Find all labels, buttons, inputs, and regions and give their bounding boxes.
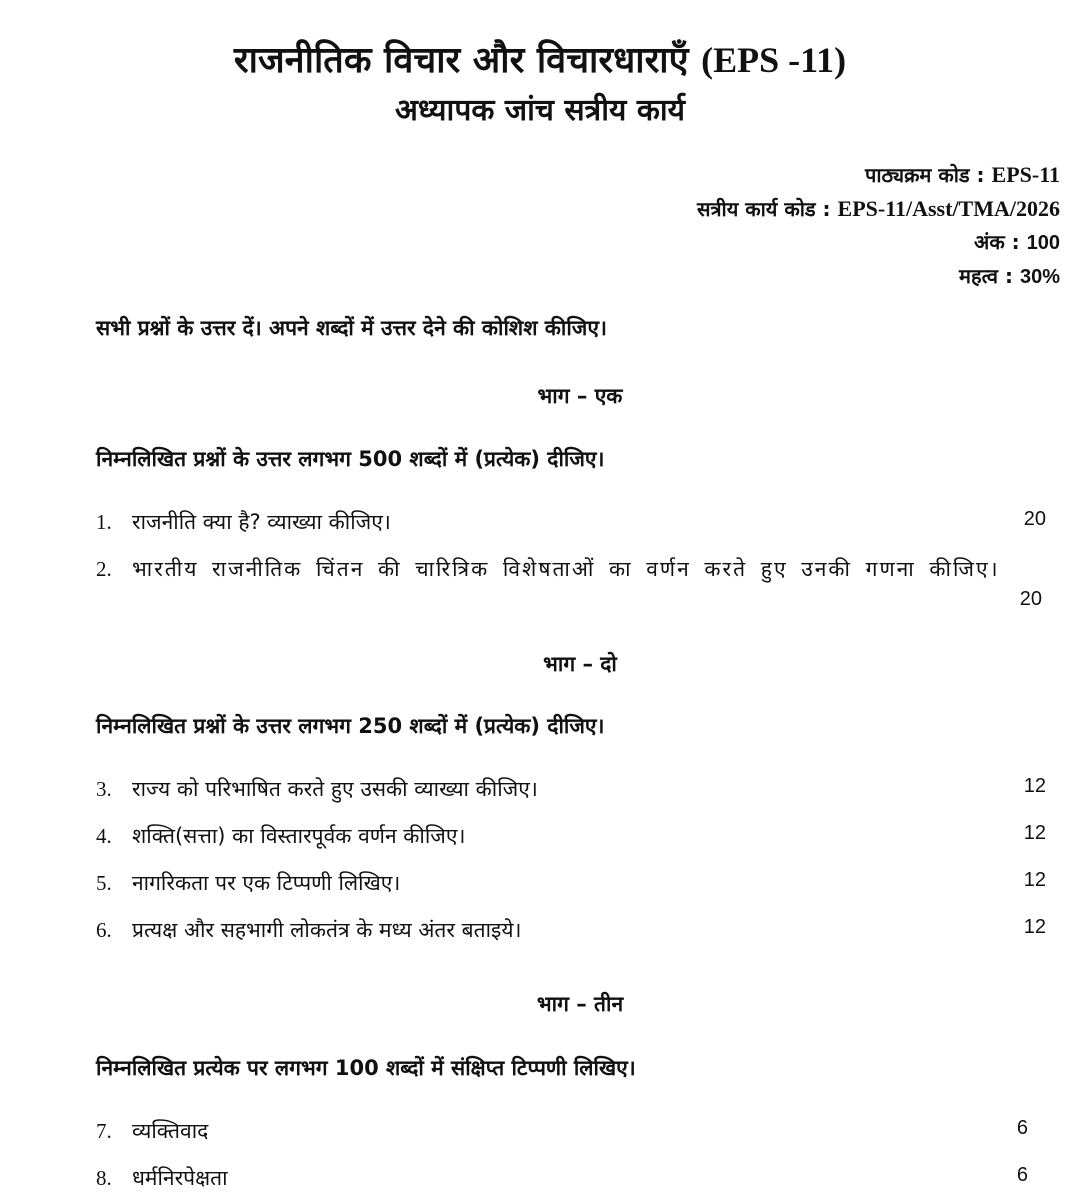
assignment-meta xyxy=(697,158,1060,294)
question-item xyxy=(96,775,1046,803)
question-marks: 12 xyxy=(1023,916,1046,938)
weightage-row xyxy=(697,260,1060,294)
question-number: 8. xyxy=(96,1166,112,1190)
question-item xyxy=(96,1164,1046,1192)
weightage-label: महत्व : xyxy=(959,264,1013,288)
question-number: 1. xyxy=(96,510,112,534)
question-text: शक्ति(सत्ता) का विस्तारपूर्वक वर्णन कीजिए। xyxy=(132,824,466,848)
section-heading-3: भाग – तीन xyxy=(536,992,624,1016)
question-number: 5. xyxy=(96,871,112,895)
question-text: राज्य को परिभाषित करते हुए उसकी व्याख्या कीजिए। xyxy=(132,777,538,801)
assignment-code-value: EPS-11/Asst/TMA/2026 xyxy=(837,196,1060,221)
question-item xyxy=(96,555,1062,583)
question-number: 6. xyxy=(96,918,112,942)
course-code-label: पाठ्यक्रम कोड : xyxy=(864,163,985,187)
title-code: (EPS -11) xyxy=(701,40,847,80)
question-number: 2. xyxy=(96,557,112,581)
question-item xyxy=(96,822,1046,850)
question-number: 4. xyxy=(96,824,112,848)
question-text: प्रत्यक्ष और सहभागी लोकतंत्र के मध्य अंतर बताइये। xyxy=(132,918,522,942)
question-marks: 6 xyxy=(1016,1117,1028,1139)
question-marks: 12 xyxy=(1023,822,1046,844)
question-marks: 6 xyxy=(1016,1164,1028,1186)
section-instruction-2: निम्नलिखित प्रश्नों के उत्तर लगभग 250 शब्दों में (प्रत्येक) दीजिए। xyxy=(96,714,605,738)
section-instruction-1: निम्नलिखित प्रश्नों के उत्तर लगभग 500 शब्दों में (प्रत्येक) दीजिए। xyxy=(96,447,605,471)
question-marks: 20 xyxy=(1023,508,1046,530)
general-instruction: सभी प्रश्नों के उत्तर दें। अपने शब्दों में उत्तर देने की कोशिश कीजिए। xyxy=(96,316,607,340)
total-marks-value: 100 xyxy=(1026,232,1060,254)
weightage-value: 30% xyxy=(1019,266,1060,288)
question-item xyxy=(96,916,1046,944)
question-marks: 20 xyxy=(1019,588,1042,610)
course-code-row xyxy=(697,158,1060,192)
question-item xyxy=(96,1117,1046,1145)
question-text: नागरिकता पर एक टिप्पणी लिखिए। xyxy=(132,871,401,895)
question-item xyxy=(96,869,1046,897)
total-marks-row xyxy=(697,226,1060,260)
question-text: व्यक्तिवाद xyxy=(132,1119,209,1143)
question-number: 7. xyxy=(96,1119,112,1143)
section-heading-2: भाग – दो xyxy=(543,652,617,676)
question-text: भारतीय राजनीतिक चिंतन की चारित्रिक विशेषताओं का वर्णन करते हुए उनकी गणना कीजिए। xyxy=(132,557,1000,581)
section-instruction-3: निम्नलिखित प्रत्येक पर लगभग 100 शब्दों में संक्षिप्त टिप्पणी लिखिए। xyxy=(96,1056,636,1080)
question-marks: 12 xyxy=(1023,869,1046,891)
title-hindi: राजनीतिक विचार और विचारधाराएँ xyxy=(233,40,689,81)
question-text: धर्मनिरपेक्षता xyxy=(132,1166,228,1190)
assignment-code-label: सत्रीय कार्य कोड : xyxy=(696,197,831,221)
question-text: राजनीति क्या है? व्याख्या कीजिए। xyxy=(132,510,391,534)
total-marks-label: अंक : xyxy=(974,230,1020,254)
section-heading-1: भाग – एक xyxy=(537,384,623,408)
question-marks: 12 xyxy=(1023,775,1046,797)
question-number: 3. xyxy=(96,777,112,801)
document-title xyxy=(0,34,1080,83)
question-item xyxy=(96,508,1046,536)
assignment-code-row xyxy=(697,192,1060,226)
course-code-value: EPS-11 xyxy=(991,162,1060,187)
document-subtitle: अध्यापक जांच सत्रीय कार्य xyxy=(394,93,686,128)
